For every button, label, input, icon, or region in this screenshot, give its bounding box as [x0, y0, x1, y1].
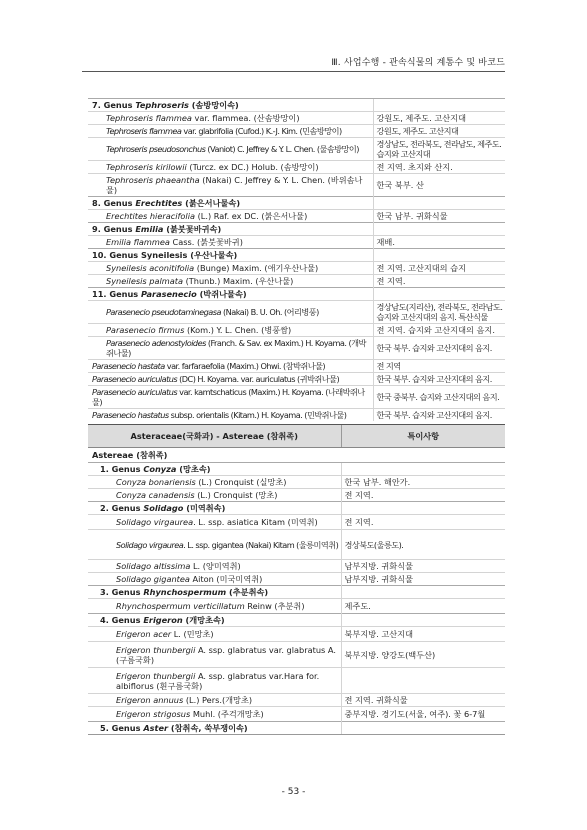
- species-name: [88, 360, 373, 373]
- distribution-cell: 전 지역. 습지와 고산지대의 음지.: [373, 324, 505, 337]
- species-latin: Solidago virgaurea: [116, 539, 184, 550]
- genus-korean: (참취속, 쑥부쟁이속): [170, 723, 248, 733]
- genus-korean: (미역취속): [186, 503, 226, 513]
- genus-number: 5.: [100, 723, 109, 733]
- species-row: [88, 324, 505, 337]
- distribution-cell: 한국 북부. 산: [373, 174, 505, 197]
- genus-number: 10.: [92, 250, 107, 260]
- species-name: [88, 301, 373, 324]
- distribution-cell: 강원도, 제주도. 고산지대: [373, 125, 505, 138]
- species-row: [88, 373, 505, 386]
- genus-row: [88, 288, 505, 301]
- header-remarks: 특이사항: [341, 425, 505, 448]
- species-authority: (Vaniot) C. Jeffrey & Y. L. Chen. (물솜방망이): [205, 144, 359, 154]
- distribution-cell: 제주도.: [341, 599, 505, 614]
- species-latin: Syneilesis palmata: [106, 276, 183, 286]
- species-latin: Solidago gigantea: [116, 574, 190, 584]
- distribution-cell: [373, 249, 505, 262]
- species-authority: var. farfaraefolia (Maxim.) Ohwi. (참박쥐나물): [164, 361, 326, 371]
- astereae-table: [88, 424, 505, 735]
- distribution-cell: 남부지방. 귀화식물: [341, 560, 505, 573]
- genus-latin: Aster: [143, 723, 169, 733]
- distribution-cell: 한국 남부. 해안가.: [341, 476, 505, 489]
- distribution-cell: 전 지역. 귀화식물: [341, 694, 505, 707]
- genus-number: 11.: [92, 289, 107, 299]
- species-name: [88, 573, 341, 586]
- distribution-cell: 재배.: [373, 236, 505, 249]
- species-latin: Erigeron thunbergii: [116, 644, 196, 655]
- species-authority: (L.) Cronquist (실망초): [195, 477, 287, 487]
- genus-name: 10. Genus Syneilesis (우산나물속): [88, 249, 373, 262]
- species-row: [88, 210, 505, 223]
- species-row: [88, 360, 505, 373]
- species-authority: (Kom.) Y. L. Chen. (병풍쌈): [184, 325, 292, 335]
- species-authority: Muhl. (주걱개망초): [190, 709, 264, 719]
- genus-number: 1.: [100, 464, 109, 474]
- species-latin: Erigeron acer: [116, 629, 172, 639]
- distribution-cell: [341, 586, 505, 599]
- species-latin: Solidago virgaurea: [116, 517, 194, 527]
- species-authority: (Turcz. ex DC.) Holub. (솜방망이): [186, 162, 319, 172]
- tephroseris-table: [88, 98, 505, 421]
- species-name: [88, 138, 373, 161]
- species-latin: Erigeron thunbergii: [116, 670, 196, 681]
- genus-row: [88, 197, 505, 210]
- genus-number: 2.: [100, 503, 109, 513]
- species-latin: Parasenecio hastata: [92, 361, 165, 371]
- species-authority: A. ssp. glabratus var.Hara for. albiflorus (흰구름국화): [116, 670, 320, 691]
- species-name: [88, 694, 341, 707]
- genus-name: 1. Genus Conyza (망초속): [88, 463, 341, 476]
- species-latin: Tephroseris pseudosonchus: [106, 144, 206, 154]
- genus-name: 9. Genus Emilia (붉붓꽃바귀속): [88, 223, 373, 236]
- species-name: [88, 489, 341, 502]
- distribution-cell: 전 지역: [373, 360, 505, 373]
- species-latin: Erigeron strigosus: [116, 709, 191, 719]
- genus-number: 7.: [92, 100, 101, 110]
- species-latin: Parasenecio firmus: [106, 325, 185, 335]
- distribution-cell: 북부지방. 고산지대: [341, 627, 505, 642]
- genus-latin: Erigeron: [143, 615, 183, 625]
- distribution-cell: 전 지역.: [341, 515, 505, 530]
- species-name: [88, 324, 373, 337]
- species-latin: Erechtites hieracifolia: [106, 211, 195, 221]
- species-authority: A. ssp. glabratus var. glabratus A.(구름국화): [116, 644, 336, 665]
- species-latin: Tephroseris flammea: [106, 126, 182, 136]
- species-row: [88, 262, 505, 275]
- species-authority: Aiton (미국미역취): [189, 574, 263, 584]
- genus-korean: Syneilesis (우산나물속): [141, 250, 238, 260]
- distribution-cell: [341, 722, 505, 735]
- species-row: [88, 642, 505, 668]
- species-authority: Cass. (붉붓꽃바귀): [169, 237, 243, 247]
- species-row: [88, 112, 505, 125]
- species-authority: . L. ssp. gigantea (Nakai) Kitam (울릉미역취): [183, 539, 339, 550]
- species-row: [88, 515, 505, 530]
- species-authority: (Nakai) B. U. Oh. (어리병풍): [220, 307, 319, 317]
- distribution-cell: [373, 288, 505, 301]
- species-name: [88, 409, 373, 422]
- species-name: [88, 373, 373, 386]
- species-name: [88, 125, 373, 138]
- species-name: [88, 174, 373, 197]
- species-name: [88, 707, 341, 722]
- species-authority: var. flammea. (산솜방망이): [191, 113, 300, 123]
- species-latin: Parasenecio hastatus: [92, 410, 169, 420]
- distribution-cell: [373, 99, 505, 112]
- genus-latin: Emilia: [135, 224, 164, 234]
- species-latin: Parasenecio auriculatus: [92, 387, 178, 397]
- distribution-cell: [373, 223, 505, 236]
- distribution-cell: 한국 중북부. 습지와 고산지대의 음지.: [373, 386, 505, 409]
- species-authority: (DC) H. Koyama. var. auriculatus (귀박쥐나물): [177, 374, 340, 384]
- species-row: [88, 174, 505, 197]
- distribution-cell: 경상북도(울릉도).: [341, 530, 505, 560]
- species-authority: (L.) Raf. ex DC. (붉은서나물): [195, 211, 308, 221]
- genus-number: 8.: [92, 198, 101, 208]
- species-row: [88, 707, 505, 722]
- genus-row: [88, 463, 505, 476]
- species-name: [88, 161, 373, 174]
- species-row: [88, 337, 505, 360]
- species-row: [88, 301, 505, 324]
- distribution-cell: [341, 463, 505, 476]
- species-latin: Tephroseris kirilowii: [106, 162, 187, 172]
- tribe-row: [88, 448, 505, 463]
- genus-row: [88, 586, 505, 599]
- species-authority: L. (민망초): [171, 629, 214, 639]
- genus-korean: (박쥐나물속): [199, 289, 247, 299]
- genus-name: 5. Genus Aster (참취속, 쑥부쟁이속): [88, 722, 341, 735]
- species-row: [88, 489, 505, 502]
- distribution-cell: 한국 북부. 습지와 고산지대의 음지.: [373, 337, 505, 360]
- species-authority: (Bunge) Maxim. (애기우산나물): [194, 263, 319, 273]
- distribution-cell: 남부지방. 귀화식물: [341, 573, 505, 586]
- species-authority: (L.) Pers.(개망초): [183, 695, 253, 705]
- genus-name: 4. Genus Erigeron (개망초속): [88, 614, 341, 627]
- species-name: [88, 668, 341, 694]
- genus-latin: Erechtites: [135, 198, 183, 208]
- distribution-cell: 한국 남부. 귀화식물: [373, 210, 505, 223]
- species-latin: Tephroseris flammea: [106, 113, 192, 123]
- species-row: [88, 530, 505, 560]
- species-row: [88, 125, 505, 138]
- species-latin: Tephroseris phaeantha: [106, 175, 200, 185]
- species-latin: Syneilesis aconitifolia: [106, 263, 195, 273]
- species-name: [88, 476, 341, 489]
- species-name: [88, 262, 373, 275]
- distribution-cell: [341, 614, 505, 627]
- tribe-label: Astereae (참취족): [88, 448, 505, 463]
- genus-number: 9.: [92, 224, 101, 234]
- genus-korean: (망초속): [179, 464, 211, 474]
- distribution-cell: 전 지역.: [373, 275, 505, 288]
- genus-name: 11. Genus Parasenecio (박쥐나물속): [88, 288, 373, 301]
- species-row: [88, 694, 505, 707]
- genus-korean: (추분취속): [229, 587, 269, 597]
- species-name: [88, 627, 341, 642]
- genus-korean: (붉은서나물속): [185, 198, 241, 208]
- genus-name: 7. Genus Tephroseris (솜방망이속): [88, 99, 373, 112]
- distribution-cell: [341, 668, 505, 694]
- species-authority: (Thunb.) Maxim. (우산나물): [182, 276, 294, 286]
- genus-latin: Solidago: [143, 503, 184, 513]
- genus-korean: (솜방망이속): [191, 100, 239, 110]
- species-latin: Rhynchospermum verticillatum: [116, 601, 245, 611]
- header-taxon: Asteraceae(국화과) - Astereae (참취족): [88, 425, 341, 448]
- species-latin: Parasenecio pseudotaminegasa: [106, 307, 221, 317]
- species-authority: L. (양미역취): [190, 561, 241, 571]
- species-name: [88, 515, 341, 530]
- species-name: [88, 530, 341, 560]
- species-row: [88, 573, 505, 586]
- distribution-cell: 경상남도, 전라북도, 전라남도, 제주도. 습지와 고산지대: [373, 138, 505, 161]
- species-row: [88, 476, 505, 489]
- species-name: [88, 337, 373, 360]
- species-authority: var. kamtschaticus (Maxim.) H. Koyama. (나래박쥐나물): [92, 387, 365, 407]
- species-name: [88, 560, 341, 573]
- header-rule: [82, 71, 505, 72]
- genus-name: 8. Genus Erechtites (붉은서나물속): [88, 197, 373, 210]
- species-name: [88, 275, 373, 288]
- species-authority: (L.) Cronquist (망초): [194, 490, 278, 500]
- distribution-cell: 전 지역.: [341, 489, 505, 502]
- genus-latin: Parasenecio: [141, 289, 197, 299]
- distribution-cell: 한국 북부. 습지와 고산지대의 음지.: [373, 409, 505, 422]
- species-name: [88, 386, 373, 409]
- genus-row: [88, 614, 505, 627]
- species-name: [88, 236, 373, 249]
- species-row: [88, 275, 505, 288]
- distribution-cell: 전 지역. 고산지대의 습지: [373, 262, 505, 275]
- distribution-cell: 전 지역. 초지와 산지.: [373, 161, 505, 174]
- species-name: [88, 642, 341, 668]
- species-authority: subsp. orientalis (Kitam.) H. Koyama. (민박쥐나물): [168, 410, 347, 420]
- genus-row: [88, 223, 505, 236]
- species-row: [88, 236, 505, 249]
- genus-name: 2. Genus Solidago (미역취속): [88, 502, 341, 515]
- distribution-cell: [341, 502, 505, 515]
- species-authority: (Nakai) C. Jeffrey & Y. L. Chen. (바위솜나물): [106, 175, 363, 195]
- species-latin: Parasenecio auriculatus: [92, 374, 178, 384]
- species-row: [88, 668, 505, 694]
- species-row: [88, 599, 505, 614]
- species-authority: Reinw (추분취): [244, 601, 305, 611]
- distribution-cell: 중부지방. 경기도(서울, 여주). 꽃 6-7월: [341, 707, 505, 722]
- distribution-cell: [373, 197, 505, 210]
- genus-name: 3. Genus Rhynchospermum (추분취속): [88, 586, 341, 599]
- genus-number: 4.: [100, 615, 109, 625]
- genus-row: [88, 722, 505, 735]
- species-row: [88, 386, 505, 409]
- species-row: [88, 560, 505, 573]
- species-latin: Solidago altissima: [116, 561, 191, 571]
- distribution-cell: 경상남도(지리산), 전라북도, 전라남도. 습지와 고산지대의 음지. 특산식물: [373, 301, 505, 324]
- table-header-row: [88, 425, 505, 448]
- species-row: [88, 161, 505, 174]
- genus-korean: (개망초속): [185, 615, 225, 625]
- species-latin: Parasenecio adenostyloides: [106, 338, 206, 348]
- genus-korean: (붉붓꽃바귀속): [166, 224, 222, 234]
- species-authority: (Franch. & Sav. ex Maxim.) H. Koyama. (개박쥐나물): [106, 338, 366, 358]
- species-latin: Erigeron annuus: [116, 695, 184, 705]
- distribution-cell: 강원도, 제주도. 고산지대: [373, 112, 505, 125]
- distribution-cell: 북부지방. 양강도(백두산): [341, 642, 505, 668]
- running-header: Ⅲ. 사업수행 - 관속식물의 계통수 및 바코드: [331, 58, 505, 68]
- species-name: [88, 210, 373, 223]
- page-number: - 53 -: [281, 787, 306, 797]
- species-authority: var. glabrifolia (Cufod.) K.-J. Kim. (민솜방망이): [181, 126, 342, 136]
- species-latin: Conyza bonariensis: [116, 477, 196, 487]
- distribution-cell: 한국 북부. 습지와 고산지대의 음지.: [373, 373, 505, 386]
- species-latin: Conyza canadensis: [116, 490, 195, 500]
- genus-row: [88, 99, 505, 112]
- species-row: [88, 138, 505, 161]
- genus-latin: Rhynchospermum: [143, 587, 227, 597]
- species-name: [88, 599, 341, 614]
- species-authority: . L. ssp. asiatica Kitam (미역취): [193, 517, 318, 527]
- genus-number: 3.: [100, 587, 109, 597]
- species-row: [88, 627, 505, 642]
- genus-latin: Tephroseris: [135, 100, 189, 110]
- genus-row: [88, 249, 505, 262]
- species-latin: Emilia flammea: [106, 237, 170, 247]
- species-name: [88, 112, 373, 125]
- genus-row: [88, 502, 505, 515]
- genus-latin: Conyza: [143, 464, 177, 474]
- species-row: [88, 409, 505, 422]
